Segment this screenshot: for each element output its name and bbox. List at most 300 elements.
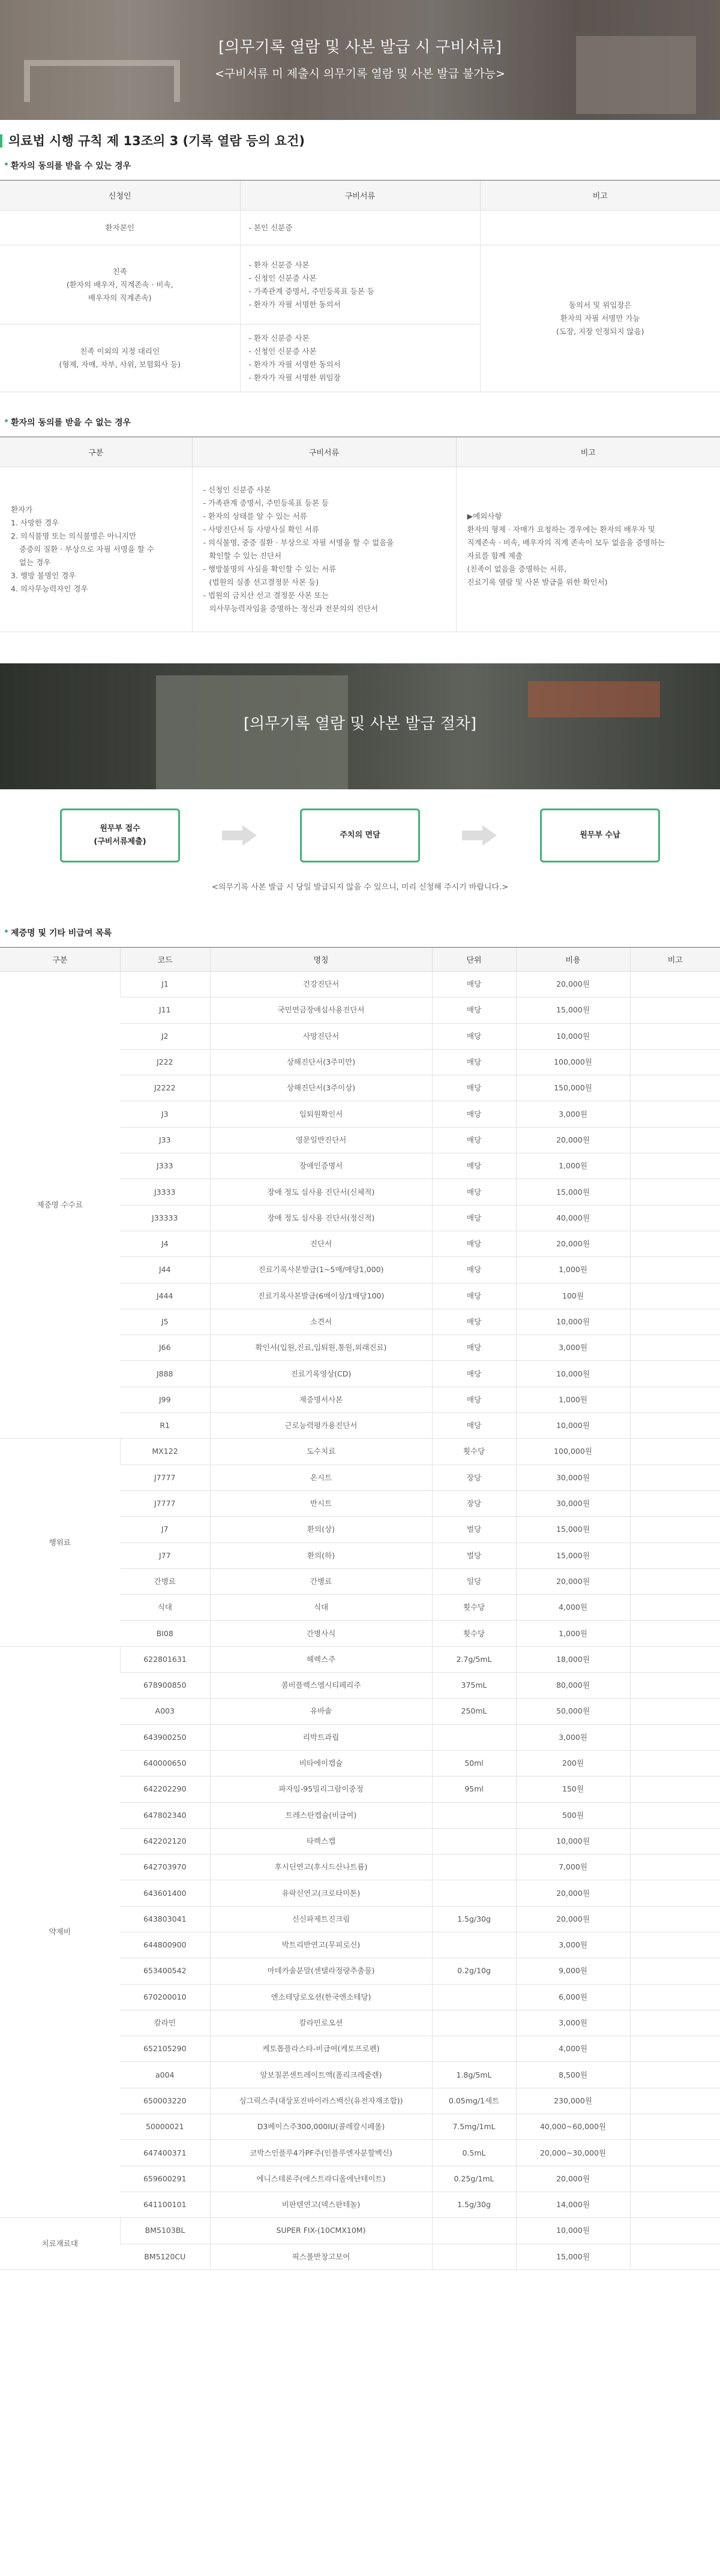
fee-group: 행위료 (0, 1439, 120, 1646)
fee-remark (630, 2244, 720, 2270)
hero-banner (0, 0, 720, 120)
fee-remark (630, 2036, 720, 2062)
no-consent-docs (192, 467, 456, 632)
fee-code: J44 (120, 1257, 210, 1283)
fee-unit: 매당 (432, 1231, 516, 1257)
fee-unit: 매당 (432, 1361, 516, 1387)
fee-remark (630, 1361, 720, 1387)
fee-unit: 매당 (432, 1127, 516, 1153)
fee-unit: 매당 (432, 1309, 516, 1334)
fee-name: D3베이스주300,000IU(콜레칼시페롤) (210, 2114, 432, 2140)
fee-cost: 6,000원 (516, 1984, 630, 2010)
fee-cost: 1,000원 (516, 1257, 630, 1283)
fee-cost: 14,000원 (516, 2192, 630, 2217)
fee-unit (432, 2244, 516, 2270)
consent-docs (240, 324, 480, 392)
fee-name: 진료기록사본발급(6매이상/1매당100) (210, 1283, 432, 1309)
fee-remark (630, 1750, 720, 1776)
fee-unit: 0.2g/10g (432, 1958, 516, 1984)
fee-unit (432, 1880, 516, 1906)
fee-name: 장애 정도 심사용 진단서(신체적) (210, 1179, 432, 1205)
step-payment (540, 808, 660, 862)
fee-code: J4 (120, 1231, 210, 1257)
fee-name: 타렉스캡 (210, 1828, 432, 1854)
fee-unit: 0.5mL (432, 2140, 516, 2166)
consent-remark (480, 245, 720, 392)
fee-code: 653400542 (120, 1958, 210, 1984)
fee-code: A003 (120, 1699, 210, 1724)
fee-cost: 20,000원 (516, 1231, 630, 1257)
fee-name: 칼라민로오션 (210, 2010, 432, 2036)
docs-list (249, 221, 472, 235)
fee-name: 신신파제트진크림 (210, 1906, 432, 1932)
fees-header-remark: 비고 (630, 948, 720, 972)
fee-cost: 8,500원 (516, 2062, 630, 2088)
fee-remark (630, 1880, 720, 1906)
fee-group: 제증명 수수료 (0, 972, 120, 1439)
fee-remark (630, 1153, 720, 1179)
fee-code: J7 (120, 1517, 210, 1543)
fee-code: 647400371 (120, 2140, 210, 2166)
fee-unit (432, 1932, 516, 1958)
fee-unit: 매당 (432, 997, 516, 1023)
fee-remark (630, 2218, 720, 2244)
fee-code: 간병료 (120, 1568, 210, 1594)
fee-unit: 50ml (432, 1750, 516, 1776)
fee-cost: 1,000원 (516, 1153, 630, 1179)
table-row (0, 972, 720, 997)
fee-cost: 150원 (516, 1777, 630, 1802)
step-doctor-interview (300, 808, 420, 862)
fee-unit: 375mL (432, 1673, 516, 1699)
fee-remark (630, 1568, 720, 1594)
category-line: 없는 경우 (19, 558, 51, 567)
fee-name: 간병사식 (210, 1621, 432, 1646)
fee-code: 650003220 (120, 2088, 210, 2114)
remark-line: (친족이 없음을 증명하는 서류, (467, 564, 567, 573)
fee-code: J7777 (120, 1465, 210, 1490)
fee-code: 643601400 (120, 1880, 210, 1906)
step-doctor-interview-label: 주치의 면담 (340, 831, 380, 840)
fee-remark (630, 2166, 720, 2192)
fee-cost: 30,000원 (516, 1465, 630, 1490)
remark-line: 자료를 함께 제출 (467, 551, 523, 560)
fee-unit: 횟수당 (432, 1621, 516, 1646)
fee-code: J2 (120, 1023, 210, 1049)
consent-applicant (0, 211, 240, 245)
doc-item: 의사무능력자임을 증명하는 정신과 전문의의 진단서 (209, 604, 379, 613)
applicant-line: (형제, 자매, 자부, 사위, 보험회사 등) (59, 360, 181, 369)
fee-group: 약제비 (0, 1646, 120, 2218)
fee-cost: 20,000원 (516, 1568, 630, 1594)
doc-item: - 환자 신분증 사본 (249, 258, 472, 272)
fee-code: BI08 (120, 1621, 210, 1646)
fee-code: 640000650 (120, 1750, 210, 1776)
consent-applicant (0, 324, 240, 392)
fee-remark (630, 1490, 720, 1516)
fee-name: 영문일반진단서 (210, 1127, 432, 1153)
fee-cost: 1,000원 (516, 1387, 630, 1412)
fee-cost: 15,000원 (516, 1517, 630, 1543)
fee-unit: 횟수당 (432, 1439, 516, 1465)
fee-remark (630, 1101, 720, 1127)
fee-code: J33 (120, 1127, 210, 1153)
fee-name: 환의(하) (210, 1543, 432, 1568)
fee-cost: 15,000원 (516, 2244, 630, 2270)
fee-unit (432, 1984, 516, 2010)
fee-unit (432, 1854, 516, 1880)
doc-item: - 가족관계 증명서, 주민등록표 등본 등 (203, 497, 445, 510)
fees-header-code: 코드 (120, 948, 210, 972)
fee-cost: 20,000원 (516, 1906, 630, 1932)
fee-cost: 3,000원 (516, 1101, 630, 1127)
fee-remark (630, 1387, 720, 1412)
fee-name: 박트리반연고(무피로신) (210, 1932, 432, 1958)
fee-remark (630, 1724, 720, 1750)
fee-cost: 10,000원 (516, 1023, 630, 1049)
fee-code: J2222 (120, 1075, 210, 1101)
fee-name: 알보칠콘센트레이트액(폴리크레줄렌) (210, 2062, 432, 2088)
fee-code: BM5103BL (120, 2218, 210, 2244)
fee-cost: 10,000원 (516, 1413, 630, 1439)
remark-line: 직계존속 · 비속, 배우자의 직계 존속이 모두 없음을 증명하는 (467, 538, 665, 547)
fee-cost: 100,000원 (516, 1049, 630, 1075)
fee-name: 진료기록영상(CD) (210, 1361, 432, 1387)
fee-cost: 10,000원 (516, 1361, 630, 1387)
fee-name: 온시트 (210, 1465, 432, 1490)
doc-item: - 신청인 신분증 사본 (249, 272, 472, 285)
category-line: 3. 행방 불명인 경우 (11, 571, 76, 580)
fee-code: 50000021 (120, 2114, 210, 2140)
fee-unit (432, 1802, 516, 1828)
fee-remark (630, 1906, 720, 1932)
doc-item: - 본인 신분증 (249, 221, 472, 235)
fee-name: 진료기록사본발급(1~5매/매당1,000) (210, 1257, 432, 1283)
fee-cost: 3,000원 (516, 1335, 630, 1361)
fee-remark (630, 1984, 720, 2010)
fee-unit: 일당 (432, 1568, 516, 1594)
fee-name: 반시트 (210, 1490, 432, 1516)
applicant-line: 친족 이외의 지정 대리인 (80, 347, 160, 356)
fee-cost: 1,000원 (516, 1621, 630, 1646)
fee-remark (630, 1127, 720, 1153)
fee-unit: 1.8g/5mL (432, 2062, 516, 2088)
fees-header-group: 구분 (0, 948, 120, 972)
fee-code: J99 (120, 1387, 210, 1412)
category-line: 중증의 질환 · 부상으로 자필 서명을 할 수 (19, 545, 154, 554)
fee-unit: 매당 (432, 972, 516, 997)
doc-item: - 신청인 신분증 사본 (249, 345, 472, 358)
fee-remark (630, 1932, 720, 1958)
fee-unit: 매당 (432, 1387, 516, 1412)
applicant-line: 배우자의 직계존속) (88, 293, 152, 302)
fee-unit: 매당 (432, 1049, 516, 1075)
fee-unit (432, 2218, 516, 2244)
fee-remark (630, 1802, 720, 1828)
fee-cost: 3,000원 (516, 2010, 630, 2036)
fee-cost: 4,000원 (516, 1595, 630, 1621)
category-line: 1. 사망한 경우 (11, 518, 59, 527)
doc-item: (법원의 실종 선고결정문 사본 등) (209, 578, 319, 587)
fee-cost: 10,000원 (516, 1828, 630, 1854)
fee-name: 환의(상) (210, 1517, 432, 1543)
fee-cost: 200원 (516, 1750, 630, 1776)
fee-remark (630, 2140, 720, 2166)
fee-code: 643900250 (120, 1724, 210, 1750)
fee-remark (630, 1854, 720, 1880)
fee-remark (630, 2088, 720, 2114)
fee-remark (630, 2010, 720, 2036)
consent-header-docs: 구비서류 (240, 181, 480, 211)
doc-item: - 신청인 신분증 사본 (203, 483, 445, 497)
fee-cost: 40,000~60,000원 (516, 2114, 630, 2140)
fee-unit (432, 1828, 516, 1854)
fee-cost: 18,000원 (516, 1646, 630, 1672)
fee-cost: 150,000원 (516, 1075, 630, 1101)
fee-remark (630, 1595, 720, 1621)
consent-header-applicant: 신청인 (0, 181, 240, 211)
fee-cost: 30,000원 (516, 1490, 630, 1516)
fee-remark (630, 972, 720, 997)
doc-item: - 행방불명의 사실을 확인할 수 있는 서류 (203, 563, 445, 576)
fee-cost: 40,000원 (516, 1205, 630, 1231)
fee-code: 641100101 (120, 2192, 210, 2217)
category-line: 환자가 (11, 505, 33, 514)
fee-remark (630, 1283, 720, 1309)
doc-item: - 의식불명, 중증 질환 · 부상으로 자필 서명을 할 수 없음을 (203, 536, 445, 549)
fee-name: 국민연금장애심사용진단서 (210, 997, 432, 1023)
fee-unit (432, 2036, 516, 2062)
fee-cost: 230,000원 (516, 2088, 630, 2114)
fee-remark (630, 2114, 720, 2140)
doc-item: - 환자 신분증 사본 (249, 332, 472, 345)
doc-item: - 가족관계 증명서, 주민등록표 등본 등 (249, 285, 472, 298)
process-steps (0, 808, 720, 868)
fee-code: J33333 (120, 1205, 210, 1231)
process-title: [의무기록 열람 및 사본 발급 절차] (243, 715, 477, 733)
fee-name: 소견서 (210, 1309, 432, 1334)
applicant-line: 친족 (112, 266, 127, 276)
fee-name: 상해진단서(3주이상) (210, 1075, 432, 1101)
fee-code: BM5120CU (120, 2244, 210, 2270)
fee-name: 파자임-95밀리그람이중정 (210, 1777, 432, 1802)
fee-unit: 매당 (432, 1179, 516, 1205)
fee-remark (630, 1439, 720, 1465)
fee-name: 간병료 (210, 1568, 432, 1594)
fee-unit: 매당 (432, 1153, 516, 1179)
law-title: 의료법 시행 규칙 제 13조의 3 (기록 열람 등의 요건) (0, 134, 720, 148)
fee-remark (630, 1231, 720, 1257)
fee-cost: 20,000원 (516, 1880, 630, 1906)
fee-cost: 10,000원 (516, 1309, 630, 1334)
fee-unit: 장당 (432, 1465, 516, 1490)
fee-code: 652105290 (120, 2036, 210, 2062)
no-consent-header-docs: 구비서류 (192, 437, 456, 467)
fee-unit: 매당 (432, 1257, 516, 1283)
fee-name: 도수치료 (210, 1439, 432, 1465)
step-reception-note: (구비서류제출) (94, 837, 146, 846)
fee-name: 리박트과립 (210, 1724, 432, 1750)
no-consent-header-category: 구분 (0, 437, 192, 467)
no-consent-title: 환자의 동의를 받을 수 없는 경우 (5, 416, 720, 428)
fee-unit: 매당 (432, 1283, 516, 1309)
fee-code: MX122 (120, 1439, 210, 1465)
remark-line: 환자의 형제 · 자매가 요청하는 경우에는 환자의 배우자 및 (467, 525, 655, 534)
doc-item: - 환자가 자필 서명한 동의서 (249, 298, 472, 311)
fee-code: J77 (120, 1543, 210, 1568)
fee-remark (630, 997, 720, 1023)
consent-remark-empty (480, 211, 720, 245)
hero-title: [의무기록 열람 및 사본 발급 시 구비서류] (218, 38, 502, 56)
doc-item: - 환자의 상태를 알 수 있는 서류 (203, 510, 445, 523)
fee-unit: 매당 (432, 1023, 516, 1049)
fee-remark (630, 1075, 720, 1101)
fee-remark (630, 1335, 720, 1361)
table-row (0, 211, 720, 245)
fees-header-unit: 단위 (432, 948, 516, 972)
fee-name: 제증명서사본 (210, 1387, 432, 1412)
fee-remark (630, 1673, 720, 1699)
fee-unit: 250mL (432, 1699, 516, 1724)
fee-cost: 7,000원 (516, 1854, 630, 1880)
fee-unit: 95ml (432, 1777, 516, 1802)
fee-name: 장애인증명서 (210, 1153, 432, 1179)
fee-name: 유락신연고(크로타미톤) (210, 1880, 432, 1906)
fee-remark (630, 1777, 720, 1802)
fee-name: 진단서 (210, 1231, 432, 1257)
fee-code: 642202290 (120, 1777, 210, 1802)
fee-cost: 3,000원 (516, 1724, 630, 1750)
fees-title: 제증명 및 기타 비급여 목록 (5, 927, 720, 939)
remark-line: (도장, 지장 인정되지 않음) (556, 327, 644, 336)
fee-name: 에니스테론주(에스트라디올에난테이트) (210, 2166, 432, 2192)
step-payment-label: 원무부 수납 (580, 831, 620, 840)
doc-item: - 환자가 자필 서명한 동의서 (249, 358, 472, 371)
fee-remark (630, 1049, 720, 1075)
applicant-line: 환자본인 (105, 223, 134, 232)
fee-unit: 1.5g/30g (432, 2192, 516, 2217)
fee-name: 콤비플렉스엠시티페리주 (210, 1673, 432, 1699)
fee-unit: 0.05mg/1세트 (432, 2088, 516, 2114)
step-reception (60, 808, 180, 862)
fee-code: 642703970 (120, 1854, 210, 1880)
fee-code: 643803041 (120, 1906, 210, 1932)
fee-remark (630, 1465, 720, 1490)
fee-code: 670200010 (120, 1984, 210, 2010)
fee-code: 칼라민 (120, 2010, 210, 2036)
consent-docs (240, 245, 480, 324)
docs-list (249, 258, 472, 311)
fee-unit: 2.7g/5mL (432, 1646, 516, 1672)
process-banner (0, 663, 720, 789)
fee-code: 678900850 (120, 1673, 210, 1699)
fee-code: J1 (120, 972, 210, 997)
fee-name: 싱그릭스주(대상포진바이러스백신(유전자재조합)) (210, 2088, 432, 2114)
fee-remark (630, 1179, 720, 1205)
fee-name: 후시딘연고(후시드산나트륨) (210, 1854, 432, 1880)
fee-remark (630, 1646, 720, 1672)
fee-name: 근로능력평가용진단서 (210, 1413, 432, 1439)
fee-unit (432, 1724, 516, 1750)
fee-code: 644800900 (120, 1932, 210, 1958)
applicant-line: (환자의 배우자, 직계존속 · 비속, (66, 279, 173, 289)
fee-cost: 100원 (516, 1283, 630, 1309)
doc-item: - 사망진단서 등 사망사실 확인 서류 (203, 523, 445, 536)
fee-remark (630, 2192, 720, 2217)
no-consent-header-remark: 비고 (456, 437, 720, 467)
fee-cost: 4,000원 (516, 2036, 630, 2062)
fee-code: J66 (120, 1335, 210, 1361)
docs-list (249, 332, 472, 384)
fee-remark (630, 1413, 720, 1439)
fee-unit: 7.5mg/1mL (432, 2114, 516, 2140)
fee-name: 건강진단서 (210, 972, 432, 997)
fee-remark (630, 1517, 720, 1543)
fee-remark (630, 1828, 720, 1854)
doc-item: 확인할 수 있는 진단서 (209, 551, 282, 560)
fee-remark (630, 1543, 720, 1568)
fee-name: 유바솔 (210, 1699, 432, 1724)
category-line: 2. 의식불명 또는 의식불명은 아니지만 (11, 531, 136, 540)
arrow-right-icon (222, 825, 257, 846)
fee-code: J3333 (120, 1179, 210, 1205)
fee-unit: 매당 (432, 1101, 516, 1127)
fees-table (0, 947, 720, 2270)
fee-code: 642202120 (120, 1828, 210, 1854)
arrow-right-icon (462, 825, 497, 846)
consent-header-remark: 비고 (480, 181, 720, 211)
fee-remark (630, 1023, 720, 1049)
step-reception-label: 원무부 접수 (100, 824, 140, 833)
process-notice: <의무기록 사본 발급 시 당일 발급되지 않을 수 있으니, 미리 신청해 주시기 바랍니다.> (211, 883, 509, 892)
no-consent-category (0, 467, 192, 632)
fee-code: 659600291 (120, 2166, 210, 2192)
fees-header-cost: 비용 (516, 948, 630, 972)
fee-cost: 10,000원 (516, 2218, 630, 2244)
fee-name: 입퇴원확인서 (210, 1101, 432, 1127)
fee-name: 상해진단서(3주미만) (210, 1049, 432, 1075)
fee-code: J3 (120, 1101, 210, 1127)
fee-remark (630, 1205, 720, 1231)
fee-cost: 15,000원 (516, 1543, 630, 1568)
fee-code: a004 (120, 2062, 210, 2088)
fee-remark (630, 1699, 720, 1724)
consent-docs (240, 211, 480, 245)
fee-name: SUPER FIX-(10CMX10M) (210, 2218, 432, 2244)
fee-name: 헤렉스주 (210, 1646, 432, 1672)
fee-cost: 20,000원 (516, 2166, 630, 2192)
fee-code: J11 (120, 997, 210, 1023)
fee-name: 트레스탄캡슐(비급여) (210, 1802, 432, 1828)
consent-table (0, 180, 720, 392)
fee-unit: 횟수당 (432, 1595, 516, 1621)
doc-item: - 법원의 금치산 선고 결정문 사본 또는 (203, 589, 445, 602)
fee-unit: 장당 (432, 1490, 516, 1516)
fee-unit: 벌당 (432, 1517, 516, 1543)
fee-cost: 9,000원 (516, 1958, 630, 1984)
table-row (0, 1439, 720, 1465)
fee-code: J222 (120, 1049, 210, 1075)
fee-name: 사망진단서 (210, 1023, 432, 1049)
fee-cost: 80,000원 (516, 1673, 630, 1699)
no-consent-remark (456, 467, 720, 632)
fee-code: 식대 (120, 1595, 210, 1621)
remark-line: ▶예외사항 (467, 512, 502, 521)
fee-code: J5 (120, 1309, 210, 1334)
fee-remark (630, 1621, 720, 1646)
consent-title: 환자의 동의를 받을 수 있는 경우 (5, 160, 720, 172)
fee-name: 케토톱플라스타-비급여(케토프로펜) (210, 2036, 432, 2062)
